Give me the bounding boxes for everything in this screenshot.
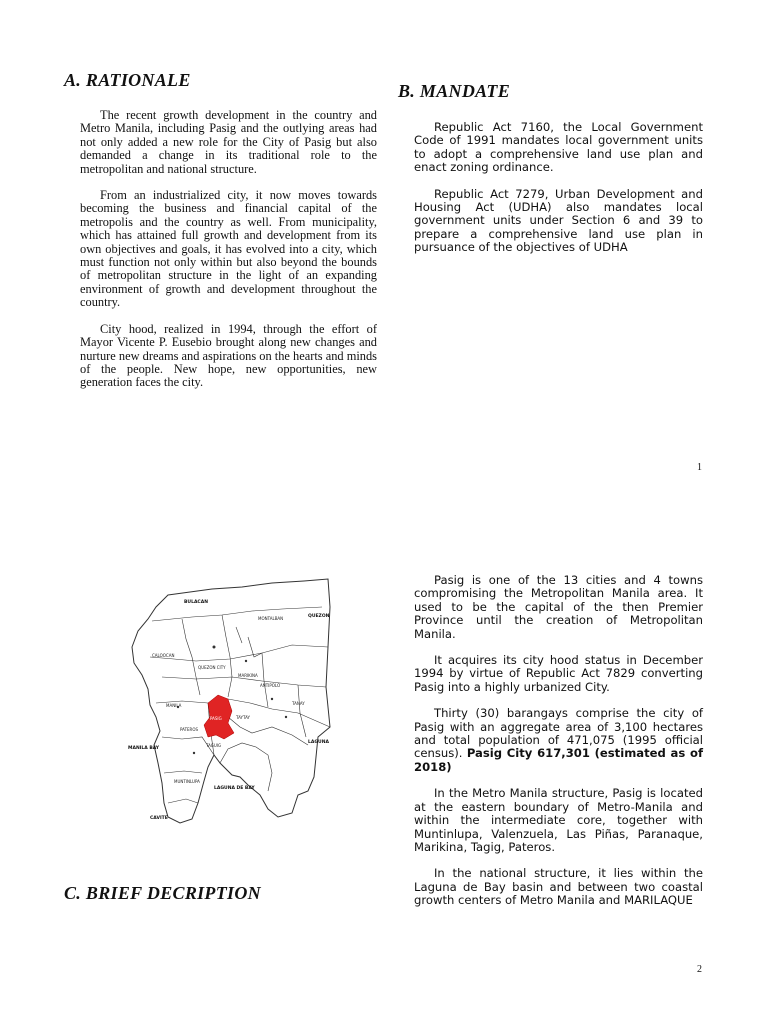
- rationale-body: [80, 109, 377, 403]
- page-number: 1: [697, 462, 702, 473]
- metro-manila-map: [122, 577, 334, 829]
- map-label-cavite: CAVITE: [150, 816, 168, 821]
- population-text: Thirty (30) barangays comprise the city of Pasig with an aggregate area of 3,100 hectares and total population of 471,075 (1995 official census).: [414, 706, 703, 761]
- map-label-pateros: PATEROS: [180, 727, 199, 732]
- map-label-bulacan: BULACAN: [184, 600, 208, 605]
- brief-description-heading: C. BRIEF DECRIPTION: [64, 883, 261, 903]
- rationale-paragraph: From an industrialized city, it now moves towards becoming the business and financial capital of the metropolis and the country as well. From municipality, which has attained full growth and development from its own objectives and goals, it has evolved into a city, which must function not only within but also beyond the bounds of metropolitan structure in the light of an expanding environment of growth and development throughout the country.: [80, 188, 377, 310]
- rationale-paragraph: City hood, realized in 1994, through the effort of Mayor Vicente P. Eusebio brought along new changes and nurture new dreams and aspirations on the hearts and minds of the people. New hope, new opportunities, new generation faces the city.: [80, 321, 377, 390]
- mandate-paragraph: Republic Act 7279, Urban Development and Housing Act (UDHA) also mandates local government units under Section 6 and 39 to prepare a comprehensive land use plan in pursuance of the objectives of UDHA: [414, 186, 703, 255]
- structure-paragraph: In the Metro Manila structure, Pasig is located at the eastern boundary of Metro-Manila and within the intermediate core, together with Muntinlupa, Valenzuela, Las Piñas, Paranaque, Marikina, Tagig, Pateros.: [414, 786, 703, 854]
- map-label-laguna-de-bay: LAGUNA DE BAY: [214, 786, 255, 791]
- description-paragraph: Pasig is one of the 13 cities and 4 towns compromising the Metropolitan Manila area. It used to be the capital of the then Premier Province until the creation of Metropolitan Manila.: [414, 573, 703, 641]
- population-paragraph: [414, 707, 703, 774]
- map-label-quezon-city: QUEZON CITY: [198, 665, 226, 670]
- map-label-tanay: TANAY: [292, 701, 305, 706]
- description-body: [414, 574, 703, 921]
- map-label-laguna: LAGUNA: [308, 740, 329, 745]
- mandate-paragraph: Republic Act 7160, the Local Government Code of 1991 mandates local government units to adopt a comprehensive land use plan and enact zoning ordinance.: [414, 120, 703, 175]
- map-label-taguig: TAGUIG: [206, 743, 222, 748]
- page-1: [0, 0, 768, 488]
- rationale-heading: A. RATIONALE: [64, 70, 191, 90]
- description-paragraph: It acquires its city hood status in December 1994 by virtue of Republic Act 7829 converting Pasig into a highly urbanized City.: [414, 653, 703, 694]
- map-label-muntinlupa: MUNTINLUPA: [174, 779, 200, 784]
- map-label-antipolo: ANTIPOLO: [260, 683, 281, 688]
- rationale-paragraph: The recent growth development in the country and Metro Manila, including Pasig and the outlying areas had not only added a new role for the City of Pasig but also demanded a change in its traditional role to the metropolitan and national structure.: [80, 108, 377, 176]
- page-2: [0, 540, 768, 1024]
- mandate-body: [414, 121, 703, 268]
- structure-paragraph: In the national structure, it lies within the Laguna de Bay basin and between two coastal growth centers of Metro Manila and MARILAQUE: [414, 866, 703, 908]
- map-label-manila: MANILA: [166, 703, 182, 708]
- map-svg: [122, 577, 334, 829]
- map-label-quezon: QUEZON: [308, 614, 330, 619]
- page-number: 2: [697, 964, 702, 975]
- mandate-heading: B. MANDATE: [398, 81, 511, 101]
- map-label-manila-bay: MANILA BAY: [128, 746, 160, 751]
- map-label-taytay: TAYTAY: [236, 715, 251, 720]
- map-label-caloocan: CALOOCAN: [152, 653, 175, 658]
- map-label-montalban: MONTALBAN: [258, 616, 284, 621]
- population-estimate: Pasig City 617,301 (estimated as of 2018): [414, 746, 703, 774]
- map-label-marikina: MARIKINA: [238, 673, 258, 678]
- map-label-pasig: PASIG: [210, 716, 222, 721]
